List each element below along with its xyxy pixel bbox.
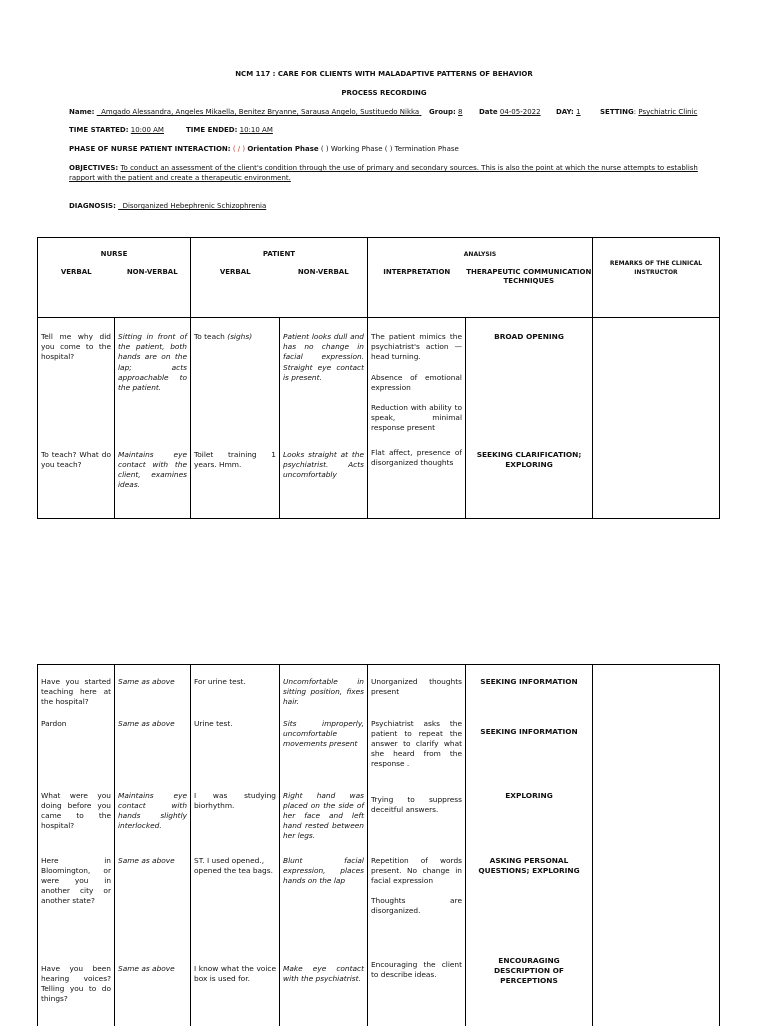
table-header-row (38, 238, 720, 318)
patient-nonverbal-cell: Looks straight at the psychiatrist. Acts uncomfortably (280, 448, 368, 519)
table-row (38, 665, 720, 710)
group-field (429, 108, 463, 117)
nurse-nonverbal-cell: Same as above (115, 956, 191, 1026)
nurse-nonverbal-cell: Same as above (115, 853, 191, 956)
day-value: 1 (576, 108, 581, 116)
patient-verbal-cell: I know what the voice box is used for. (191, 956, 280, 1026)
nurse-verbal-cell: Tell me why did you come to the hospital? (38, 318, 115, 448)
remarks-cell (593, 853, 720, 956)
patient-nonverbal-cell: Sits improperly, uncomfortable movements present (280, 710, 368, 782)
patient-header: PATIENT VERBAL NON-VERBAL (191, 238, 368, 318)
techniques-header: THERAPEUTIC COMMUNICATION TECHNIQUES (466, 267, 592, 285)
interpretation-cell: Trying to suppress deceitful answers. (368, 782, 466, 853)
time-started-label: TIME STARTED: (69, 126, 129, 134)
table-row (38, 853, 720, 956)
interpretation-cell: Repetition of words present. No change in facial expression Thoughts are disorganized. (368, 853, 466, 956)
interpretation-cell: Unorganized thoughts present (368, 665, 466, 710)
diagnosis-label: DIAGNOSIS: (69, 202, 116, 210)
setting-field: SETTING: Psychiatric Clinic (600, 108, 698, 116)
interpretation-header: INTERPRETATION (383, 267, 451, 276)
patient-verbal-header: VERBAL (219, 267, 251, 276)
process-recording-table-2 (37, 664, 720, 1026)
setting-value: Psychiatric Clinic (638, 108, 698, 116)
time-started-field (69, 126, 164, 135)
patient-nonverbal-cell: Uncomfortable in sitting position, fixes hair. (280, 665, 368, 710)
phase-termination: ( ) Termination Phase (384, 145, 459, 153)
document-subtitle: PROCESS RECORDING (341, 89, 427, 97)
phase-checkbox: ( / ) (232, 145, 246, 153)
time-started-value: 10:00 AM (130, 126, 164, 134)
technique-cell: ENCOURAGING DESCRIPTION OF PERCEPTIONS (466, 956, 593, 1026)
technique-cell: EXPLORING (466, 782, 593, 853)
nurse-nonverbal-cell: Same as above (115, 710, 191, 782)
date-field (479, 108, 541, 117)
nurse-nonverbal-cell: Maintains eye contact with hands slightly interlocked. (115, 782, 191, 853)
nurse-nonverbal-cell: Same as above (115, 665, 191, 710)
group-label: Group: (429, 108, 456, 116)
objectives-label: OBJECTIVES: (69, 164, 119, 172)
nurse-verbal-cell: Have you started teaching here at the hospital? (38, 665, 115, 710)
nurse-verbal-cell: Have you been hearing voices? Telling you to do things? (38, 956, 115, 1026)
date-label: Date (479, 108, 498, 116)
time-ended-label: TIME ENDED: (186, 126, 238, 134)
table-row (38, 956, 720, 1026)
patient-verbal-cell: ST. I used opened., opened the tea bags. (191, 853, 280, 956)
phase-orientation: Orientation Phase (247, 145, 319, 153)
phase-line (69, 145, 459, 154)
process-recording-table-1 (37, 237, 720, 519)
nurse-verbal-cell: Pardon (38, 710, 115, 782)
nurse-nonverbal-header: NON-VERBAL (126, 267, 178, 276)
diagnosis-value: Disorganized Hebephrenic Schizophrenia (122, 202, 267, 210)
technique-cell: SEEKING INFORMATION (466, 710, 593, 782)
remarks-cell (593, 318, 720, 448)
day-field (556, 108, 581, 117)
nurse-verbal-header: VERBAL (60, 267, 92, 276)
remarks-cell (593, 710, 720, 782)
table-row (38, 710, 720, 782)
remarks-cell (593, 782, 720, 853)
name-line (69, 108, 421, 117)
interpretation-cell: Flat affect, presence of disorganized thoughts (368, 448, 466, 519)
interpretation-cell: Psychiatrist asks the patient to repeat the answer to clarify what she heard from the response . (368, 710, 466, 782)
patient-verbal-cell: I was studying biorhythm. (191, 782, 280, 853)
day-label: DAY: (556, 108, 574, 116)
phase-label: PHASE OF NURSE PATIENT INTERACTION: (69, 145, 231, 153)
technique-cell: BROAD OPENING (466, 318, 593, 448)
patient-verbal-cell: Toilet training 1 years. Hmm. (191, 448, 280, 519)
nurse-verbal-cell: What were you doing before you came to the hospital? (38, 782, 115, 853)
patient-nonverbal-cell: Blunt facial expression, places hands on the lap (280, 853, 368, 956)
document-title: NCM 117 : CARE FOR CLIENTS WITH MALADAPTIVE PATTERNS OF BEHAVIOR (235, 70, 533, 78)
patient-nonverbal-cell: Right hand was placed on the side of her face and left hand rested between her legs. (280, 782, 368, 853)
diagnosis-line (69, 202, 266, 211)
nurse-verbal-cell: To teach? What do you teach? (38, 448, 115, 519)
interpretation-cell: The patient mimics the psychiatrist's action — head turning. Absence of emotional expression Reduction with ability to speak, minimal response present (368, 318, 466, 448)
nurse-nonverbal-cell: Maintains eye contact with the client, examines ideas. (115, 448, 191, 519)
objectives-line-1 (69, 164, 698, 173)
technique-cell: SEEKING INFORMATION (466, 665, 593, 710)
patient-nonverbal-cell: Make eye contact with the psychiatrist. (280, 956, 368, 1026)
table-row (38, 318, 720, 448)
objectives-text-1: To conduct an assessment of the client's condition through the use of primary and secondary sources. This is also the point at which the nurse attempts to establish (120, 164, 698, 172)
remarks-cell (593, 448, 720, 519)
nurse-header: NURSE VERBAL NON-VERBAL (38, 238, 191, 318)
patient-nonverbal-header: NON-VERBAL (297, 267, 349, 276)
patient-verbal-cell: For urine test. (191, 665, 280, 710)
table-row (38, 448, 720, 519)
patient-nonverbal-cell: Patient looks dull and has no change in facial expression. Straight eye contact is present. (280, 318, 368, 448)
remarks-header: REMARKS OF THE CLINICAL INSTRUCTOR (593, 238, 720, 318)
interpretation-cell: Encouraging the client to describe ideas. (368, 956, 466, 1026)
name-label: Name: (69, 108, 95, 116)
patient-verbal-cell: Urine test. (191, 710, 280, 782)
date-value: 04-05-2022 (499, 108, 541, 116)
remarks-cell (593, 956, 720, 1026)
analysis-header: ANALYSIS INTERPRETATION THERAPEUTIC COMMUNICATION TECHNIQUES (368, 238, 593, 318)
time-ended-field (186, 126, 273, 135)
nurse-verbal-cell: Here in Bloomington, or were you in another city or another state? (38, 853, 115, 956)
patient-verbal-cell: To teach (sighs) (191, 318, 280, 448)
remarks-cell (593, 665, 720, 710)
name-value: Amgado Alessandra, Angeles Mikaella, Benitez Bryanne, Sarausa Angelo, Sustituedo Nikka (101, 108, 420, 116)
technique-cell: SEEKING CLARIFICATION; EXPLORING (466, 448, 593, 519)
technique-cell: ASKING PERSONAL QUESTIONS; EXPLORING (466, 853, 593, 956)
phase-working: ( ) Working Phase (320, 145, 383, 153)
setting-label: SETTING (600, 108, 634, 116)
nurse-nonverbal-cell: Sitting in front of the patient, both hands are on the lap; acts approachable to the patient. (115, 318, 191, 448)
group-value: 8 (458, 108, 463, 116)
table-row (38, 782, 720, 853)
time-ended-value: 10:10 AM (239, 126, 273, 134)
objectives-text-2: rapport with the patient and create a therapeutic environment. (69, 174, 291, 182)
